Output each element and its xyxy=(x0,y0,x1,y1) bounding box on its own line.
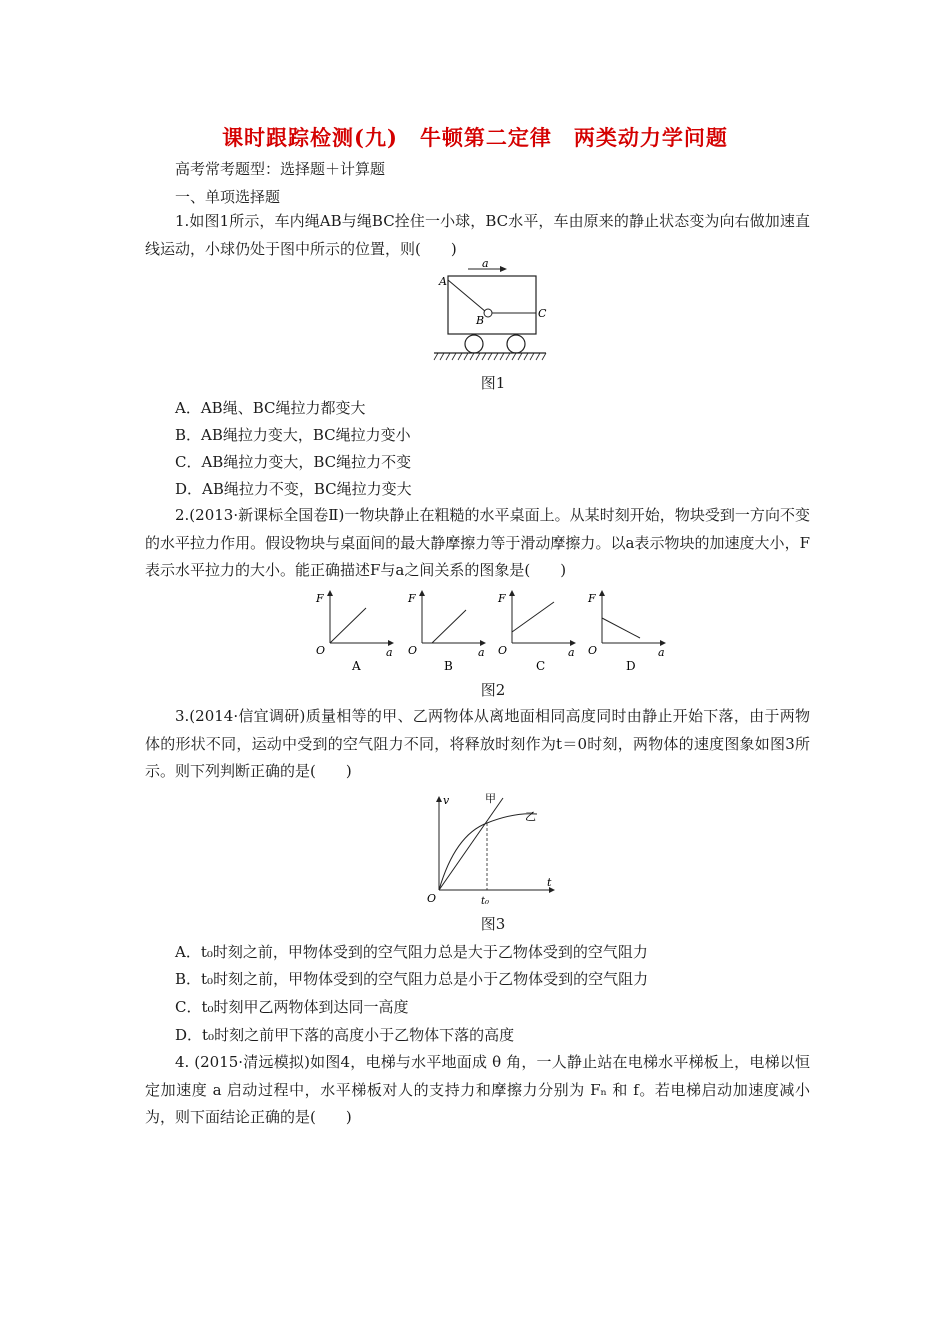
q1-option-b: B．AB绳拉力变大，BC绳拉力变小 xyxy=(175,426,411,444)
figure-3-vt-graph xyxy=(425,790,565,910)
figure-3-t0-label: t₀ xyxy=(481,896,490,907)
question-1-text: 1.如图1所示，车内绳AB与绳BC拴住一小球，BC水平，车由原来的静止状态变为向右做加速直线运动，小球仍处于图中所示的位置，则( ) xyxy=(145,212,810,258)
q1-option-c: C．AB绳拉力变大，BC绳拉力不变 xyxy=(175,453,412,471)
graph-a-y-label: F xyxy=(316,592,324,605)
graph-a-label: A xyxy=(352,659,361,673)
figure-3-yi-label: 乙 xyxy=(525,810,536,823)
graph-b-origin: O xyxy=(408,644,418,657)
section-heading: 一、单项选择题 xyxy=(175,188,281,206)
q3-option-c: C．t₀时刻甲乙两物体到达同一高度 xyxy=(175,998,409,1016)
graph-c xyxy=(497,590,576,673)
figure-1-label-B: B xyxy=(476,314,485,327)
graph-d xyxy=(587,590,666,673)
figure-2-caption: 图2 xyxy=(480,681,506,699)
question-3-text: 3.(2014·信宜调研)质量相等的甲、乙两物体从离地面相同高度同时由静止开始下落，由于两物体的形状不同，运动中受到的空气阻力不同，将释放时刻作为t＝0时刻，两物体的速度图象如图3所示。则下列判断正确的是( ) xyxy=(145,707,810,780)
graph-a-origin: O xyxy=(316,644,326,657)
graph-c-y-label: F xyxy=(498,592,506,605)
figure-3-caption: 图3 xyxy=(480,915,506,933)
graph-d-x-label: a xyxy=(658,646,665,659)
q3-option-d: D．t₀时刻之前甲下落的高度小于乙物体下落的高度 xyxy=(175,1026,515,1044)
figure-1-label-A: A xyxy=(439,275,447,288)
figure-1-caption: 图1 xyxy=(480,374,506,392)
graph-c-origin: O xyxy=(498,644,508,657)
question-4-text: 4. (2015·清远模拟)如图4，电梯与水平地面成 θ 角，一人静止站在电梯水平梯板上，电梯以恒定加速度 a 启动过程中，水平梯板对人的支持力和摩擦力分别为 Fₙ 和 f。若电梯启动加速度减小为，则下面结论正确的是( ) xyxy=(145,1053,810,1126)
question-2-text: 2.(2013·新课标全国卷Ⅱ)一物块静止在粗糙的水平桌面上。从某时刻开始，物块受到一方向不变的水平拉力作用。假设物块与桌面间的最大静摩擦力等于滑动摩擦力。以a表示物块的加速度大小，F表示水平拉力的大小。能正确描述F与a之间关系的图象是( ) xyxy=(145,506,810,579)
figure-1-label-a: a xyxy=(482,257,489,270)
graph-c-x-label: a xyxy=(568,646,575,659)
q1-option-a: A．AB绳、BC绳拉力都变大 xyxy=(175,399,366,417)
figure-2-graphs xyxy=(310,588,670,673)
graph-b-x-label: a xyxy=(478,646,485,659)
graph-a-x-label: a xyxy=(386,646,393,659)
subtitle: 高考常考题型：选择题＋计算题 xyxy=(175,160,386,178)
q1-option-d: D．AB绳拉力不变，BC绳拉力变大 xyxy=(175,480,412,498)
figure-3-v-label: v xyxy=(443,794,450,807)
graph-c-label: C xyxy=(536,659,546,673)
graph-b-label: B xyxy=(444,659,453,673)
q3-option-b: B．t₀时刻之前，甲物体受到的空气阻力总是小于乙物体受到的空气阻力 xyxy=(175,970,649,988)
figure-3-origin: O xyxy=(427,892,437,905)
figure-3-t-label: t xyxy=(547,876,552,889)
page-title: 课时跟踪检测(九) 牛顿第二定律 两类动力学问题 xyxy=(222,125,728,150)
figure-1-label-C: C xyxy=(538,307,547,320)
graph-d-y-label: F xyxy=(588,592,596,605)
graph-b xyxy=(407,590,486,673)
figure-1-cart xyxy=(430,257,550,372)
q3-option-a: A．t₀时刻之前，甲物体受到的空气阻力总是大于乙物体受到的空气阻力 xyxy=(175,943,648,961)
graph-d-label: D xyxy=(626,659,636,673)
graph-a xyxy=(315,590,394,673)
graph-b-y-label: F xyxy=(408,592,416,605)
graph-d-origin: O xyxy=(588,644,598,657)
figure-3-jia-label: 甲 xyxy=(485,792,496,805)
